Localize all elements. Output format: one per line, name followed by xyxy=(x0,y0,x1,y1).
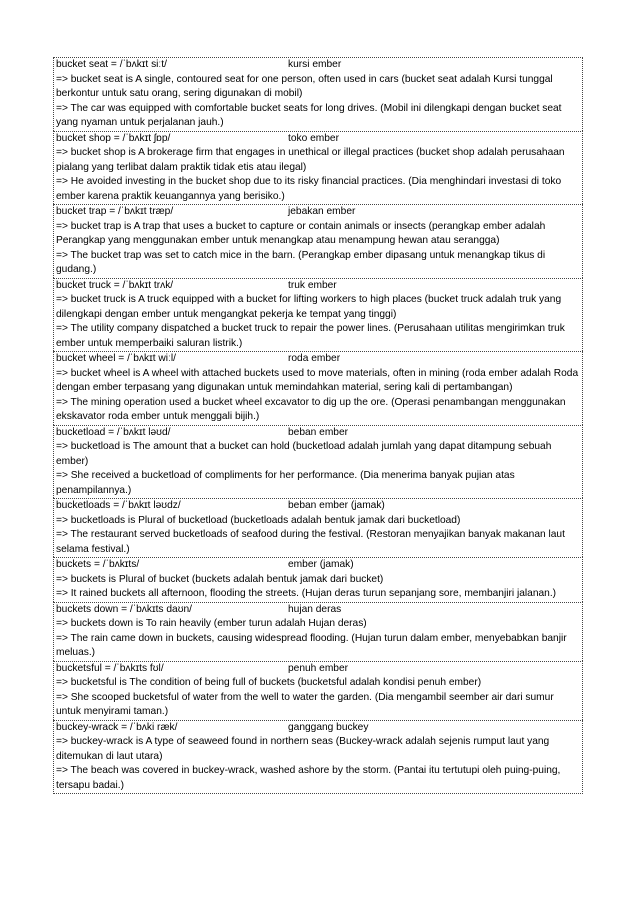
glossary-entry xyxy=(53,131,583,205)
entry-example: => The utility company dispatched a bucket truck to repair the power lines. (Perusahaan utilitas mengirimkan truk ember untuk memperbaiki saluran listrik.) xyxy=(56,323,565,349)
entry-example: => The car was equipped with comfortable bucket seats for long drives. (Mobil ini dilengkapi dengan bucket seat yang nyaman untuk perjalanan jauh.) xyxy=(56,102,562,128)
entry-word-pronunciation: bucketloads = /ˈbʌkɪt ləʊdz/ xyxy=(56,500,181,511)
entry-heading xyxy=(56,58,580,73)
entry-definition: => buckets is Plural of bucket (buckets adalah bentuk jamak dari bucket) xyxy=(56,573,384,585)
entry-word-pronunciation: bucket truck = /ˈbʌkɪt trʌk/ xyxy=(56,279,174,291)
entry-heading xyxy=(56,132,580,147)
entry-translation: hujan deras xyxy=(288,603,342,615)
entry-heading xyxy=(56,558,580,573)
entry-translation: truk ember xyxy=(288,279,337,291)
entry-example: => He avoided investing in the bucket shop due to its risky financial practices. (Dia menghindari investasi di toko ember karena praktik keuangannya yang berisiko.) xyxy=(56,176,562,202)
entry-heading xyxy=(56,721,580,736)
entry-definition: => bucketload is The amount that a bucket can hold (bucketload adalah jumlah yang dapat ditampung sebuah ember) xyxy=(56,441,552,467)
entry-definition: => bucketloads is Plural of bucketload (bucketloads adalah bentuk jamak dari bucketload) xyxy=(56,514,461,526)
entry-example: => The restaurant served bucketloads of seafood during the festival. (Restoran menyajikan banyak makanan laut selama festival.) xyxy=(56,529,565,555)
glossary-sheet xyxy=(53,57,583,794)
entry-word-pronunciation: bucket shop = /ˈbʌkɪt ʃɒp/ xyxy=(56,132,171,144)
entry-translation: ember (jamak) xyxy=(288,559,354,570)
entry-definition: => buckets down is To rain heavily (ember turun adalah Hujan deras) xyxy=(56,618,367,629)
glossary-entry xyxy=(53,351,583,425)
entry-definition: => buckey-wrack is A type of seaweed found in northern seas (Buckey-wrack adalah sejenis rumput laut yang ditemukan di laut utara) xyxy=(56,736,550,762)
entry-translation: roda ember xyxy=(288,353,341,364)
glossary-entry xyxy=(53,204,583,278)
entry-word-pronunciation: bucket seat = /ˈbʌkɪt siːt/ xyxy=(56,59,167,70)
entry-heading xyxy=(56,205,580,220)
entry-definition: => bucketsful is The condition of being full of buckets (bucketsful adalah kondisi penuh ember) xyxy=(56,677,482,688)
entry-word-pronunciation: buckets down = /ˈbʌkɪts daʊn/ xyxy=(56,603,192,615)
glossary-entry xyxy=(53,425,583,499)
entry-example: => The bucket trap was set to catch mice in the barn. (Perangkap ember dipasang untuk menangkap tikus di gudang.) xyxy=(56,249,546,275)
entry-heading xyxy=(56,279,580,294)
entry-example: => She received a bucketload of compliments for her performance. (Dia menerima banyak pujian atas penampilannya.) xyxy=(56,470,515,496)
entry-example: => The beach was covered in buckey-wrack, washed ashore by the storm. (Pantai itu tertutupi oleh puing-puing, tersapu badai.) xyxy=(56,765,561,791)
entry-translation: beban ember (jamak) xyxy=(288,500,385,511)
entry-definition: => bucket wheel is A wheel with attached buckets used to move materials, often in mining (roda ember adalah Roda dengan ember terpasang yang digunakan untuk memindahkan material, sering kali di pertambangan) xyxy=(56,367,579,393)
entry-definition: => bucket truck is A truck equipped with a bucket for lifting workers to high places (bucket truck adalah truk yang dilengkapi dengan ember untuk mengangkat pekerja ke tempat yang tinggi) xyxy=(56,294,562,320)
glossary-entry xyxy=(53,498,583,557)
entry-example: => The rain came down in buckets, causing widespread flooding. (Hujan turun dalam ember, menyebabkan banjir meluas.) xyxy=(56,632,567,658)
entry-definition: => bucket shop is A brokerage firm that engages in unethical or illegal practices (bucket shop adalah perusahaan pialang yang terlibat dalam praktik tidak etis atau ilegal) xyxy=(56,147,565,173)
entry-example: => She scooped bucketsful of water from the well to water the garden. (Dia mengambil seember air dari sumur untuk menyirami taman.) xyxy=(56,691,554,717)
glossary-entry xyxy=(53,602,583,661)
entry-example: => It rained buckets all afternoon, flooding the streets. (Hujan deras turun sepanjang sore, membanjiri jalanan.) xyxy=(56,588,557,599)
glossary-entry xyxy=(53,661,583,720)
entry-word-pronunciation: bucket wheel = /ˈbʌkɪt wiːl/ xyxy=(56,353,176,364)
entry-word-pronunciation: buckets = /ˈbʌkɪts/ xyxy=(56,559,140,570)
entry-heading xyxy=(56,426,580,441)
glossary-entry xyxy=(53,57,583,131)
entry-translation: toko ember xyxy=(288,132,339,144)
entry-word-pronunciation: bucketload = /ˈbʌkɪt ləʊd/ xyxy=(56,426,171,438)
entry-heading xyxy=(56,352,580,367)
entry-definition: => bucket seat is A single, contoured seat for one person, often used in cars (bucket seat adalah Kursi tunggal berkontur untuk satu orang, sering digunakan di mobil) xyxy=(56,73,553,99)
entry-translation: ganggang buckey xyxy=(288,721,369,733)
entry-translation: jebakan ember xyxy=(288,206,356,217)
glossary-entry xyxy=(53,720,583,795)
entry-example: => The mining operation used a bucket wheel excavator to dig up the ore. (Operasi penambangan menggunakan ekskavator roda ember untuk menggali bijih.) xyxy=(56,396,566,422)
entry-word-pronunciation: bucket trap = /ˈbʌkɪt træp/ xyxy=(56,206,174,217)
entry-heading xyxy=(56,603,580,618)
entry-translation: beban ember xyxy=(288,426,349,438)
entry-translation: penuh ember xyxy=(288,662,349,674)
entry-word-pronunciation: bucketsful = /ˈbʌkɪts fʊl/ xyxy=(56,662,164,674)
entry-heading xyxy=(56,499,580,514)
glossary-entry xyxy=(53,278,583,352)
entry-word-pronunciation: buckey-wrack = /ˈbʌki ræk/ xyxy=(56,721,178,733)
entry-heading xyxy=(56,662,580,677)
entry-translation: kursi ember xyxy=(288,59,342,70)
glossary-entry xyxy=(53,557,583,602)
entry-definition: => bucket trap is A trap that uses a bucket to capture or contain animals or insects (perangkap ember adalah Perangkap yang menggunakan ember untuk menangkap atau menampung hewan atau serangga) xyxy=(56,220,546,246)
